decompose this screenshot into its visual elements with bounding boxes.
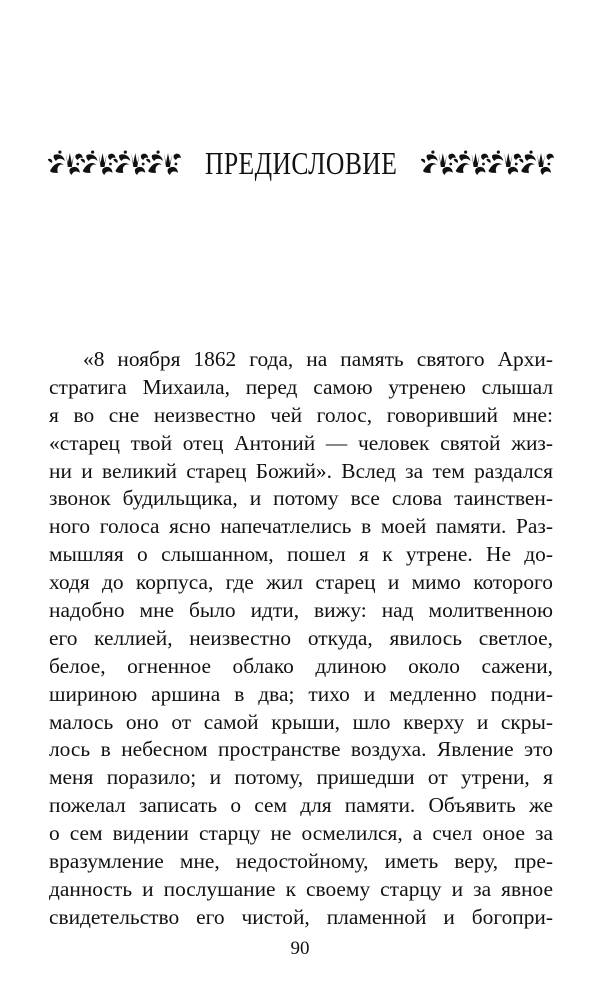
text-line: о сем видении старцу не осмелился, а счел оное за (49, 821, 553, 846)
text-line: его келлией, неизвестно откуда, явилось светлое, (49, 625, 553, 650)
text-line: ни и великий старец Божий». Вслед за тем раздался (49, 458, 553, 483)
text-line: шириною аршина в два; тихо и медленно подни- (49, 681, 553, 706)
text-line: я во сне неизвестно чей голос, говоривший мне: (49, 402, 553, 427)
text-line: мышляя о слышанном, пошел я к утрене. Не до- (49, 542, 553, 567)
text-line: надобно мне было идти, вижу: над молитвенною (49, 598, 553, 623)
text-line: меня поразило; и потому, пришедши от утрени, я (49, 765, 553, 790)
text-line: малось оно от самой крыши, шло кверху и скры- (49, 709, 553, 734)
chapter-title: ПРЕДИСЛОВИЕ (204, 145, 398, 181)
text-line: стратига Михаила, перед самою утренею слышал (49, 374, 553, 399)
text-line: пожелал записать о сем для памяти. Объявить же (49, 793, 553, 818)
floral-ornament-right-icon (421, 147, 554, 177)
chapter-heading (48, 140, 554, 184)
text-line: вразумление мне, недостойному, иметь веру, пре- (49, 849, 553, 874)
text-line: ходя до корпуса, где жил старец и мимо которого (49, 570, 553, 595)
page-number: 90 (290, 938, 310, 959)
text-line: лось в небесном пространстве воздуха. Явление это (49, 737, 553, 762)
text-line: свидетельство его чистой, пламенной и богопри- (49, 904, 553, 929)
text-line: «старец твой отец Антоний — человек святой жиз- (49, 430, 553, 455)
body-paragraph (49, 346, 553, 932)
floral-ornament-left-icon (48, 147, 181, 177)
text-line: «8 ноября 1862 года, на память святого Архи- (83, 347, 553, 371)
text-line: белое, огненное облако длиною около сажени, (49, 653, 553, 678)
text-line: звонок будильщика, и потому все слова таинствен- (49, 486, 553, 511)
text-line: ного голоса ясно напечатлелись в моей памяти. Раз- (49, 514, 553, 539)
text-line: данность и послушание к своему старцу и за явное (49, 876, 553, 901)
